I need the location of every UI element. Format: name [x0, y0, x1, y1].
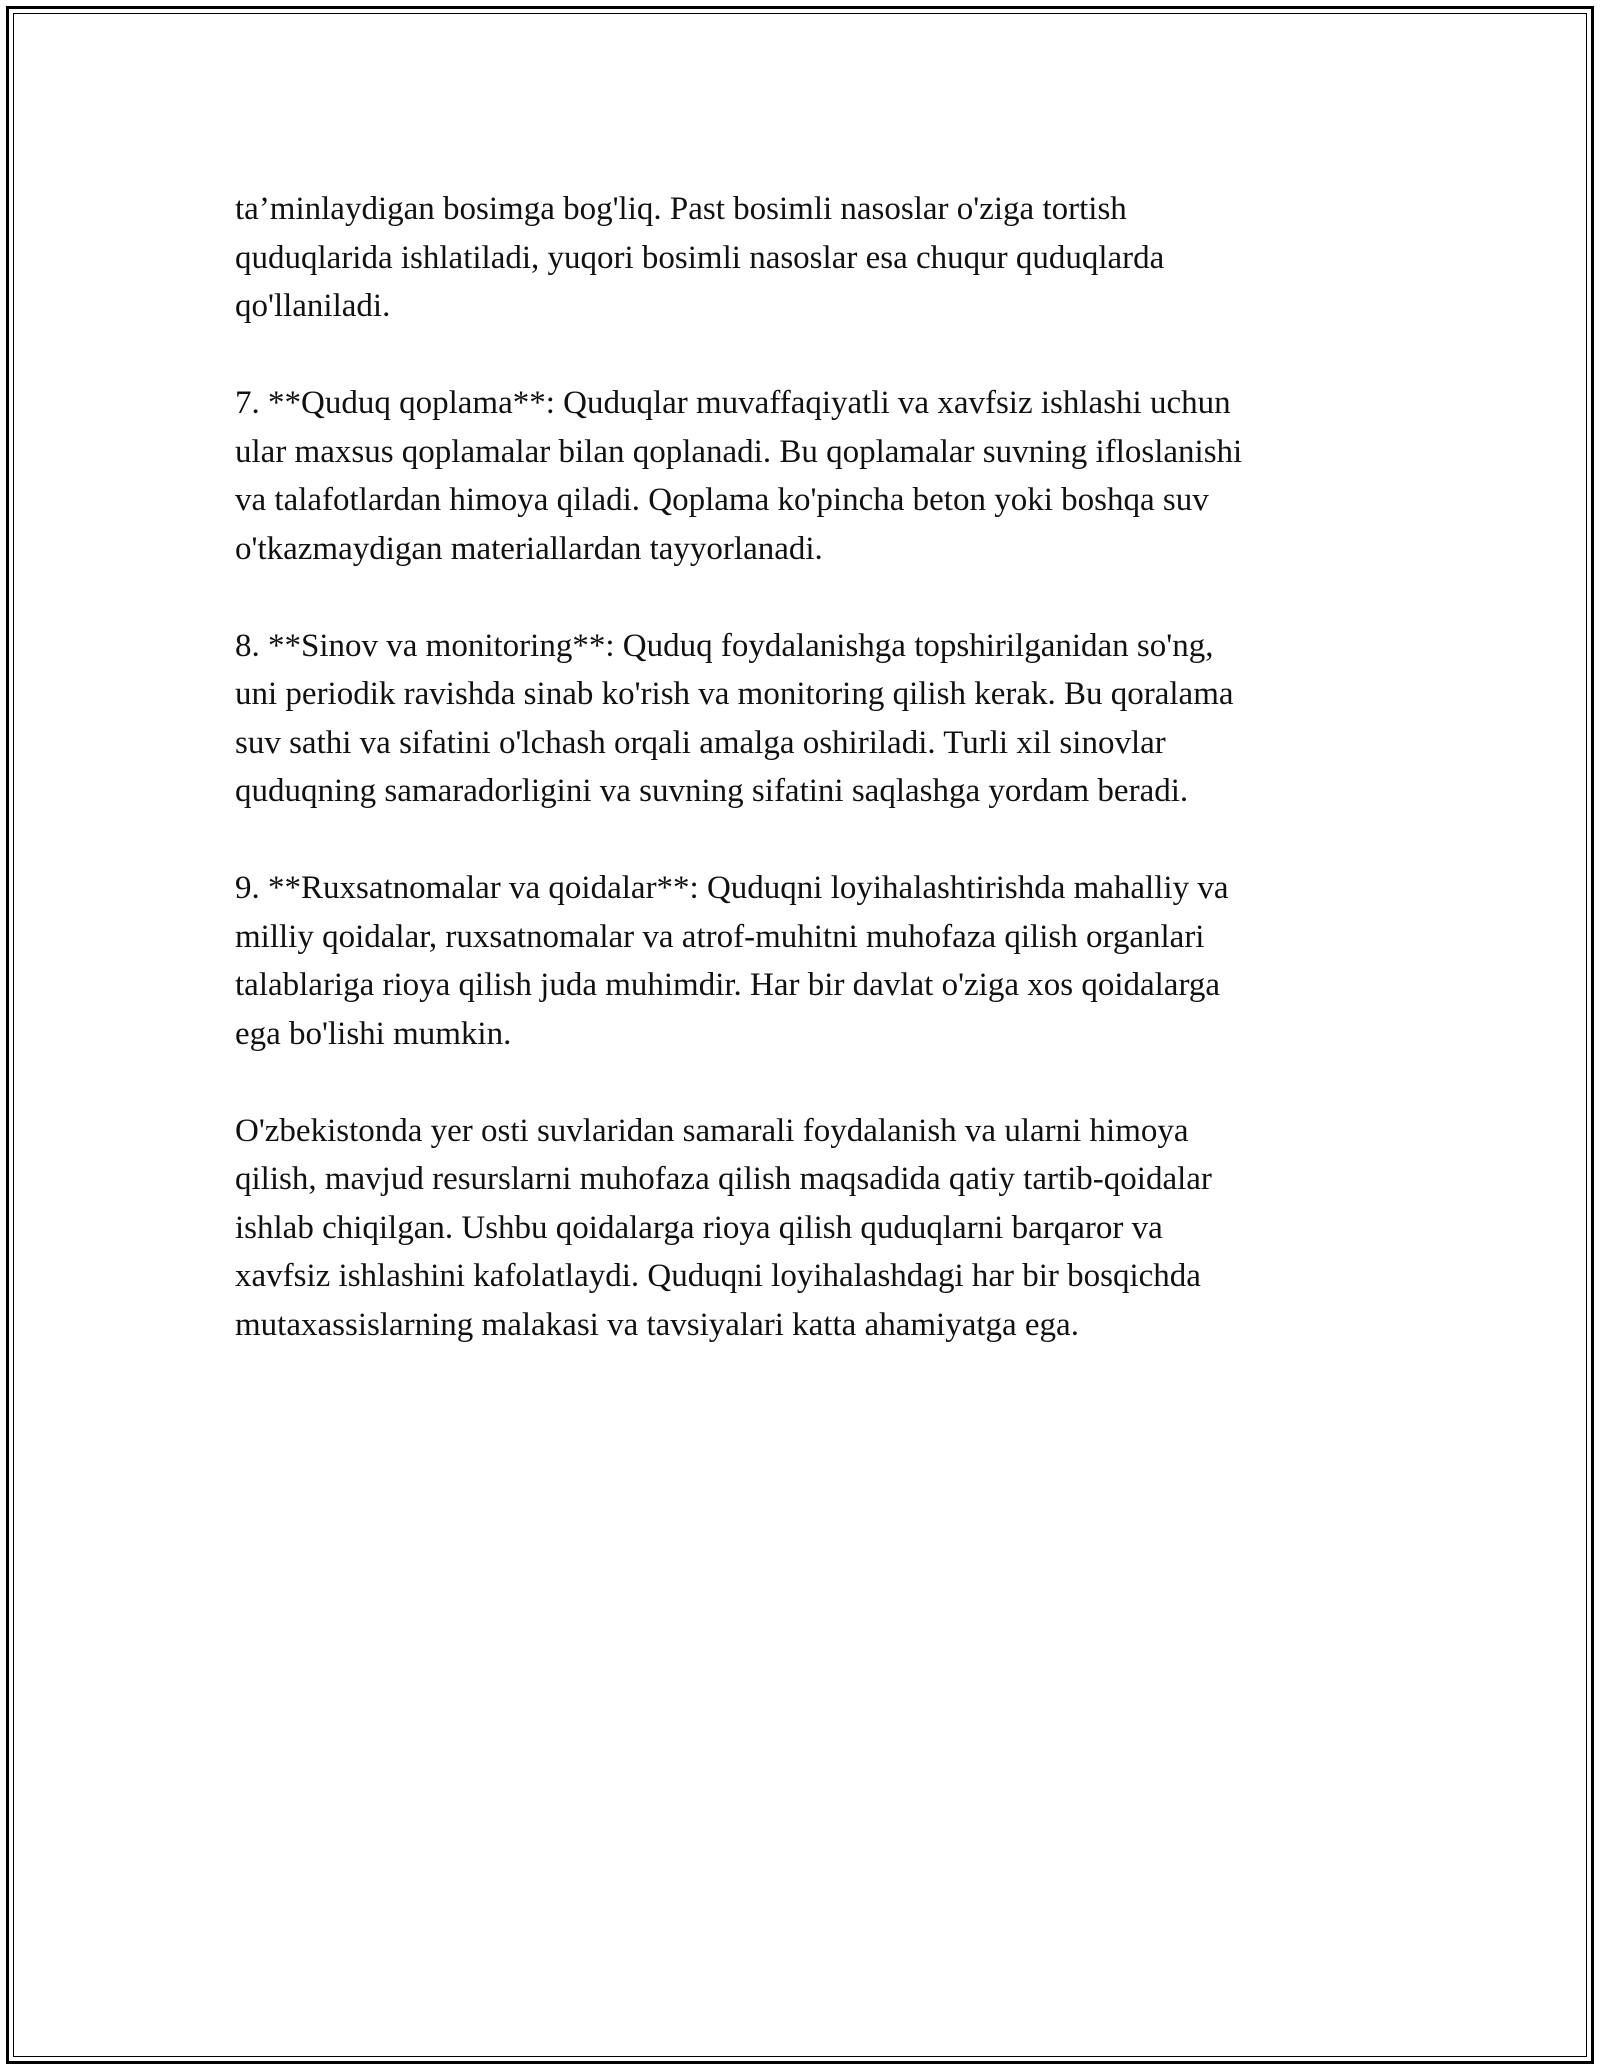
document-body: [235, 185, 1375, 1398]
paragraph-conclusion: O'zbekistonda yer osti suvlaridan samarali foydalanish va ularni himoya qilish, mavjud resurslarni muhofaza qilish maqsadida qatiy tartib-qoidalar ishlab chiqilgan. Ushbu qoidalarga rioya qilish quduqlarni barqaror va xavfsiz ishlashini kafolatlaydi. Quduqni loyihalashdagi har bir bosqichda mutaxassislarning malakasi va tavsiyalari katta ahamiyatga ega.: [235, 1112, 1212, 1343]
paragraph-permits-regulations: 9. **Ruxsatnomalar va qoidalar**: Quduqni loyihalashtirishda mahalliy va milliy qoidalar, ruxsatnomalar va atrof-muhitni muhofaza qilish organlari talablariga rioya qilish juda muhimdir. Har bir davlat o'ziga xos qoidalarga ega bo'lishi mumkin.: [235, 870, 1229, 1052]
paragraph-well-casing: 7. **Quduq qoplama**: Quduqlar muvaffaqiyatli va xavfsiz ishlashi uchun ular maxsus qoplamalar bilan qoplanadi. Bu qoplamalar suvning ifloslanishi va talafotlardan himoya qiladi. Qoplama ko'pincha beton yoki boshqa suv o'tkazmaydigan materiallardan tayyorlanadi.: [235, 385, 1243, 567]
paragraph-testing-monitoring: 8. **Sinov va monitoring**: Quduq foydalanishga topshirilganidan so'ng, uni periodik ravishda sinab ko'rish va monitoring qilish kerak. Bu qoralama suv sathi va sifatini o'lchash orqali amalga oshiriladi. Turli xil sinovlar quduqning samaradorligini va suvning sifatini saqlashga yordam beradi.: [235, 627, 1234, 809]
paragraph-pump-pressure: ta’minlaydigan bosimga bog'liq. Past bosimli nasoslar o'ziga tortish quduqlarida ishlatiladi, yuqori bosimli nasoslar esa chuqur quduqlarda qo'llaniladi.: [235, 191, 1165, 324]
